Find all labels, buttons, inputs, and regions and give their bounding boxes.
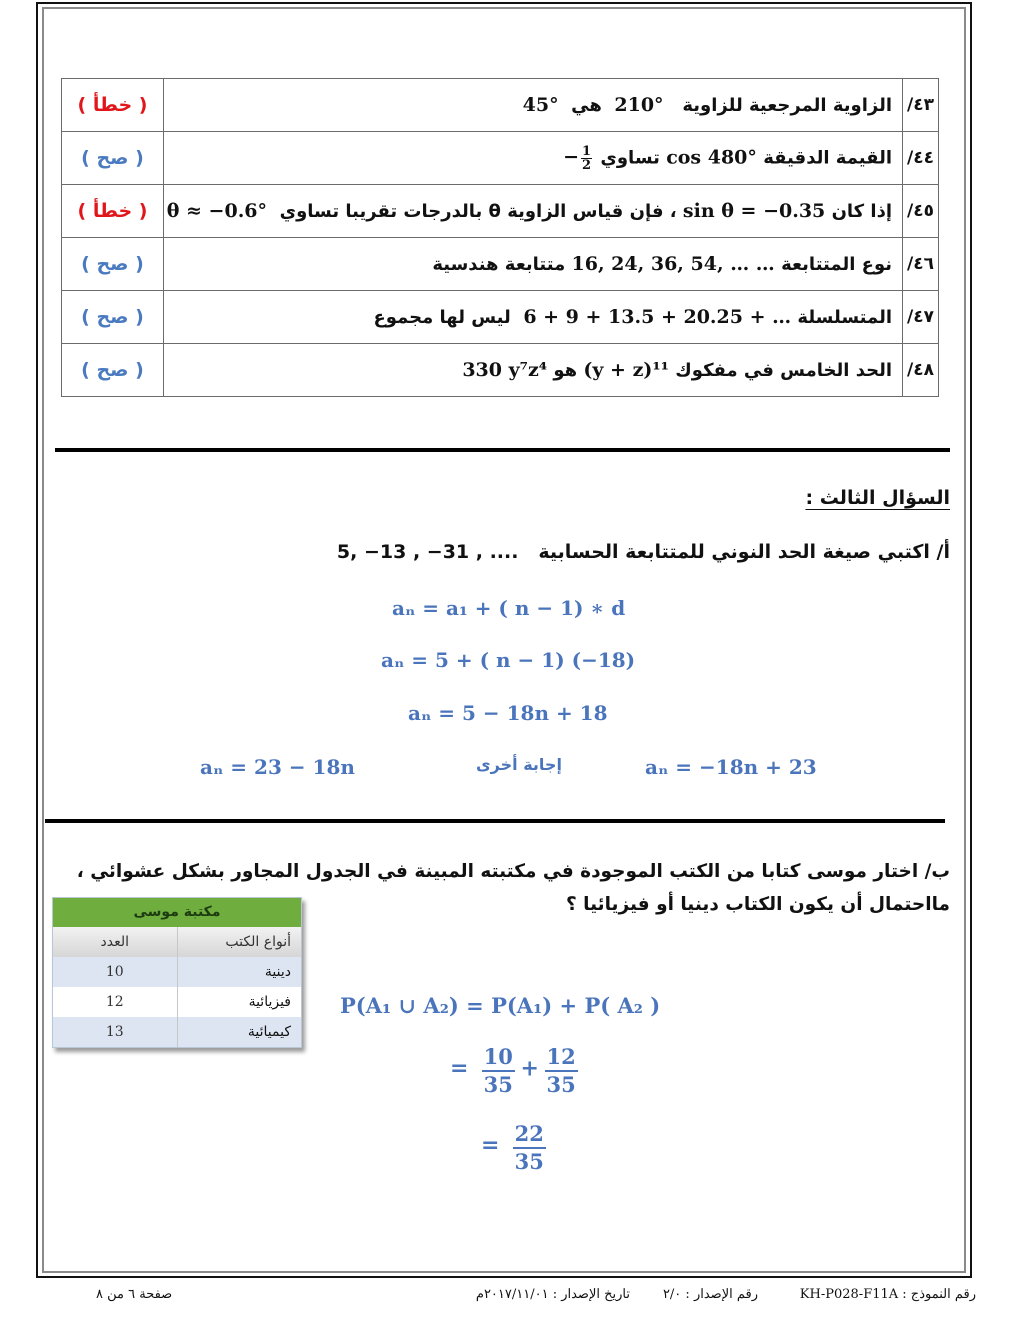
answer-right: ( صح ) bbox=[62, 344, 164, 397]
answer-right: ( صح ) bbox=[62, 291, 164, 344]
item-number: ٤٥/ bbox=[903, 185, 939, 238]
library-table-title: مكتبة موسى bbox=[53, 898, 301, 927]
answer-wrong: ( خطأ ) bbox=[62, 79, 164, 132]
answer-right: ( صح ) bbox=[62, 132, 164, 185]
item-number: ٤٤/ bbox=[903, 132, 939, 185]
probability-result: = $\frac{22}{35}$ bbox=[481, 1121, 544, 1174]
footer-issue-date: تاريخ الإصدار : ٢٠١٧/١١/٠١م bbox=[475, 1287, 630, 1302]
answer-wrong: ( خطأ ) bbox=[62, 185, 164, 238]
fraction: $\frac{10}{35}$ bbox=[483, 1044, 513, 1097]
footer-issue-number: رقم الإصدار : ٢/٠ bbox=[662, 1287, 758, 1302]
section-divider bbox=[55, 448, 950, 452]
table-row bbox=[62, 185, 939, 238]
item-number: ٤٦/ bbox=[903, 238, 939, 291]
table-row bbox=[62, 344, 939, 397]
library-table bbox=[52, 897, 302, 1048]
item-statement: الحد الخامس في مفكوك (y + z)¹¹ هو 330 y⁷z⁴ bbox=[164, 344, 903, 397]
item-number: ٤٧/ bbox=[903, 291, 939, 344]
table-row bbox=[62, 132, 939, 185]
footer-form-number: رقم النموذج : KH-P028-F11A bbox=[799, 1287, 976, 1302]
section-title: السؤال الثالث : bbox=[805, 487, 950, 509]
answer-right: ( صح ) bbox=[62, 238, 164, 291]
table-row bbox=[62, 79, 939, 132]
table-row bbox=[62, 291, 939, 344]
alternative-answer-label: إجابة أخرى bbox=[476, 755, 562, 774]
solution-step-1: aₙ = a₁ + ( n − 1) ∗ d bbox=[392, 596, 626, 620]
section-divider bbox=[45, 819, 945, 823]
table-row bbox=[62, 238, 939, 291]
table-row: دينية 10 bbox=[53, 957, 301, 987]
fraction: $\frac{12}{35}$ bbox=[546, 1044, 576, 1097]
table-row: كيميائية 13 bbox=[53, 1017, 301, 1047]
part-a-question: أ/ اكتبي صيغة الحد النوني للمتتابعة الحسابية 5, −13 , −31 , .... bbox=[336, 541, 950, 563]
part-b-question: ب/ اختار موسى كتابا من الكتب الموجودة في مكتبته المبينة في الجدول المجاور بشكل عشوائي ، مااحتمال أن يكون الكتاب دينيا أو فيزيائيا ؟ bbox=[76, 861, 950, 915]
item-number: ٤٣/ bbox=[903, 79, 939, 132]
library-table-header: أنواع الكتب العدد bbox=[53, 927, 301, 957]
table-row: فيزيائية 12 bbox=[53, 987, 301, 1017]
fraction: $\frac{22}{35}$ bbox=[514, 1121, 544, 1174]
solution-step-3: aₙ = 5 − 18n + 18 bbox=[408, 701, 608, 725]
item-statement: القيمة الدقيقة cos 480° تساوي − $\frac{1}{2}$ bbox=[164, 132, 903, 185]
true-false-table bbox=[61, 78, 939, 397]
probability-formula: P(A₁ ∪ A₂) = P(A₁) + P( A₂ ) bbox=[340, 993, 661, 1018]
item-statement: الزاوية المرجعية للزاوية 210° هي 45° bbox=[164, 79, 903, 132]
fraction: $\frac{1}{2}$ bbox=[582, 143, 592, 173]
solution-answer-left: aₙ = 23 − 18n bbox=[200, 755, 355, 779]
probability-step-2: = $\frac{10}{35}$ + $\frac{12}{35}$ bbox=[450, 1044, 576, 1097]
footer-page-number: صفحة ٦ من ٨ bbox=[96, 1287, 173, 1302]
item-number: ٤٨/ bbox=[903, 344, 939, 397]
item-statement: المتسلسلة 6 + 9 + 13.5 + 20.25 + … ليس لها مجموع bbox=[164, 291, 903, 344]
item-statement: نوع المتتابعة 16, 24, 36, 54, … … متتابعة هندسية bbox=[164, 238, 903, 291]
solution-step-2: aₙ = 5 + ( n − 1) (−18) bbox=[381, 648, 636, 672]
item-statement: إذا كان sin θ = −0.35 ، فإن قياس الزاوية θ بالدرجات تقريبا تساوي θ ≈ −0.6° bbox=[164, 185, 903, 238]
solution-answer-right: aₙ = −18n + 23 bbox=[645, 755, 817, 779]
